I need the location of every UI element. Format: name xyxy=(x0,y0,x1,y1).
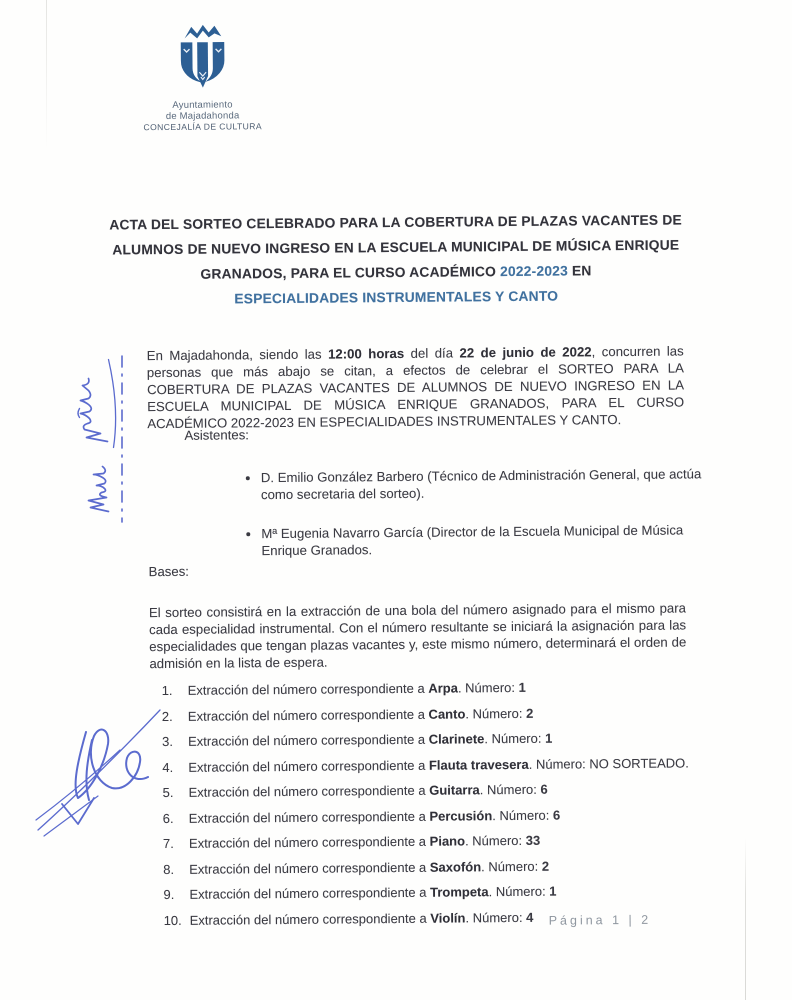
row-text xyxy=(188,680,526,699)
row-result: 1 xyxy=(549,883,557,899)
row-prefix: Extracción del número correspondiente a xyxy=(189,884,431,902)
row-prefix: Extracción del número correspondiente a xyxy=(189,910,431,928)
row-prefix: Extracción del número correspondiente a xyxy=(189,859,430,877)
draw-results-list xyxy=(162,678,694,938)
draw-result-row xyxy=(162,678,692,699)
row-number-label: . Número: xyxy=(481,858,542,874)
row-number-label: . Número: xyxy=(484,730,546,747)
row-instrument: Saxofón xyxy=(429,858,482,875)
row-number: 9. xyxy=(163,886,175,903)
row-result: 6 xyxy=(552,807,561,823)
title-suffix: EN xyxy=(567,263,592,279)
attendees-heading: Asistentes: xyxy=(184,427,250,443)
draw-result-row xyxy=(162,755,692,776)
row-number: 4. xyxy=(162,759,174,775)
draw-result-row xyxy=(163,806,693,827)
intro-part2: del día xyxy=(404,345,460,362)
row-prefix: Extracción del número correspondiente a xyxy=(188,808,430,826)
draw-result-row xyxy=(163,831,693,852)
row-result: NO SORTEADO. xyxy=(589,754,689,771)
row-result: 33 xyxy=(525,832,541,848)
row-text xyxy=(188,755,689,775)
row-prefix: Extracción del número correspondiente a xyxy=(188,757,430,775)
org-name-line1: Ayuntamiento xyxy=(172,99,233,111)
draw-result-row xyxy=(162,729,692,750)
row-text xyxy=(189,833,540,852)
row-result: 1 xyxy=(518,679,526,695)
row-prefix: Extracción del número correspondiente a xyxy=(187,680,429,698)
bases-heading: Bases: xyxy=(148,563,190,580)
intro-time: 12:00 horas xyxy=(327,346,405,362)
row-number-label: . Número: xyxy=(492,807,554,823)
row-result: 2 xyxy=(541,858,550,874)
row-instrument: Flauta travesera xyxy=(428,756,529,773)
row-number: 7. xyxy=(162,835,174,852)
row-number: 6. xyxy=(162,810,174,826)
page-footer: Página 1 | 2 xyxy=(548,912,652,928)
department-name: CONCEJALÍA DE CULTURA xyxy=(143,121,263,133)
row-instrument: Arpa xyxy=(428,680,458,696)
row-result: 1 xyxy=(544,730,553,746)
row-text xyxy=(189,858,549,877)
title-subtitle: ESPECIALIDADES INSTRUMENTALES Y CANTO xyxy=(234,288,559,307)
row-text xyxy=(188,731,552,750)
row-number-label: . Número: xyxy=(465,705,527,721)
row-instrument: Piano xyxy=(429,833,466,849)
row-instrument: Clarinete xyxy=(428,731,485,747)
bases-paragraph: El sorteo consistirá en la extracción de una bola del número asignado para el mismo para cada especialidad instrumental. Con el número resultante se iniciará la asignación para las especialidades que tengan plazas vacantes y, este mismo número, determinará el orden de admisión en la lista de espera. xyxy=(148,600,687,672)
row-result: 2 xyxy=(525,705,534,721)
intro-part3: , concurren las personas que más abajo se citan, a efectos de celebrar el SORTEO PARA LA COBERTURA DE PLAZAS VACANTES DE ALUMNOS DE NUEVO INGRESO EN LA ESCUELA MUNICIPAL DE MÚSICA ENRIQUE GRANADOS, PARA EL CURSO ACADÉMICO 2022-2023 EN ESPECIALIDADES INSTRUMENTALES Y CANTO. xyxy=(146,343,685,432)
handwritten-margin-note xyxy=(74,353,118,518)
handwritten-signature xyxy=(34,678,170,838)
org-name-line2: de Majadahonda xyxy=(165,110,240,122)
row-result: 6 xyxy=(540,781,548,797)
row-text xyxy=(188,782,547,801)
intro-date: 22 de junio de 2022 xyxy=(459,344,592,361)
row-text xyxy=(189,884,556,903)
document-title xyxy=(105,207,686,312)
row-prefix: Extracción del número correspondiente a xyxy=(188,782,430,800)
row-number-label: . Número: xyxy=(464,832,526,849)
row-number: 1. xyxy=(161,682,173,699)
row-instrument: Guitarra xyxy=(429,782,480,798)
row-text xyxy=(190,909,534,928)
row-text xyxy=(189,807,561,826)
draw-result-row xyxy=(162,704,692,725)
row-instrument: Percusión xyxy=(429,807,493,824)
draw-result-row xyxy=(163,857,693,878)
row-number-label: . Número: xyxy=(457,679,519,696)
row-number-label: . Número: xyxy=(488,883,550,900)
row-number: 5. xyxy=(162,784,174,801)
title-main-text: ACTA DEL SORTEO CELEBRADO PARA LA COBERTURA DE PLAZAS VACANTES DE ALUMNOS DE NUEVO INGRESO EN LA ESCUELA MUNICIPAL DE MÚSICA ENRIQUE GRANADOS, PARA EL CURSO ACADÉMICO xyxy=(109,212,682,282)
attendees-list xyxy=(243,465,705,581)
intro-part1: En Majadahonda, siendo las xyxy=(146,346,329,364)
row-text xyxy=(188,705,534,724)
row-number: 2. xyxy=(161,708,173,724)
row-number: 3. xyxy=(162,733,174,750)
row-instrument: Trompeta xyxy=(429,884,489,900)
intro-paragraph xyxy=(147,343,685,433)
title-academic-years: 2022-2023 xyxy=(500,263,568,280)
row-number-label: . Número: xyxy=(465,909,527,925)
municipal-logo xyxy=(138,21,267,133)
row-prefix: Extracción del número correspondiente a xyxy=(188,833,430,851)
row-number-label: . Número: xyxy=(479,781,541,798)
handwritten-dash-line xyxy=(118,354,126,524)
majadahonda-coat-of-arms-icon xyxy=(173,21,232,96)
row-instrument: Violín xyxy=(430,909,466,926)
row-instrument: Canto xyxy=(428,705,466,722)
row-prefix: Extracción del número correspondiente a xyxy=(188,731,429,749)
attendee-item: • Mª Eugenia Navarro García (Director de la Escuela Municipal de Música Enrique Granados. xyxy=(261,521,704,559)
row-number-label: . Número: xyxy=(528,755,590,772)
draw-result-row xyxy=(162,780,692,801)
row-prefix: Extracción del número correspondiente a xyxy=(187,706,429,724)
draw-result-row xyxy=(163,882,693,903)
row-result: 4 xyxy=(526,909,534,925)
row-number: 10. xyxy=(163,912,182,928)
attendee-item: • D. Emilio González Barbero (Técnico de Administración General, que actúa como secretaria del sorteo). xyxy=(261,465,704,503)
row-number: 8. xyxy=(163,861,175,877)
